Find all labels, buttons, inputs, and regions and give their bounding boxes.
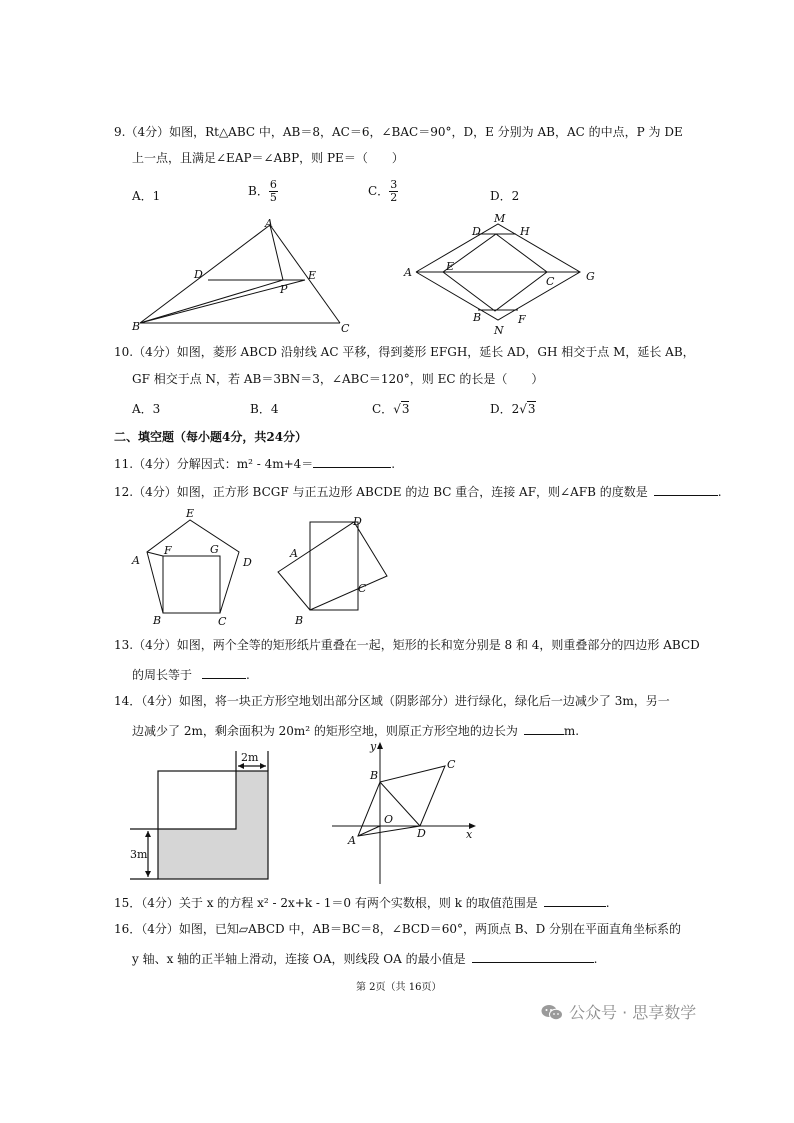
q14-line2: 边减少了 2m，剩余面积为 20m² 的矩形空地，则原正方形空地的边长为 m. <box>132 724 580 738</box>
figure-q13-rectangles <box>272 512 402 630</box>
label-B: B <box>153 614 162 627</box>
label-C: C <box>447 758 456 771</box>
figure-q14-square <box>128 745 278 883</box>
q10-option-d: D．2√3 <box>490 402 536 416</box>
q9-option-a: A．1 <box>132 189 161 203</box>
figure-q12-pentagon <box>126 505 266 627</box>
q16-line2: y 轴、x 轴的正半轴上滑动，连接 OA，则线段 OA 的最小值是 . <box>132 952 598 966</box>
figure-q16-coordinate <box>328 738 480 888</box>
label-B: B <box>473 311 482 324</box>
q11: 11.（4分）分解因式：m² - 4m+4＝ . <box>114 457 396 471</box>
label-B: B <box>295 614 304 627</box>
q9-option-d: D．2 <box>490 189 520 203</box>
label-F: F <box>518 313 526 326</box>
q13-line2: 的周长等于 . <box>132 668 250 682</box>
label-A: A <box>404 266 412 279</box>
section-title: 二、填空题（每小题4分，共24分） <box>114 430 308 444</box>
label-F: F <box>164 544 172 557</box>
label-y: y <box>370 740 377 753</box>
q12: 12.（4分）如图，正方形 BCGF 与正五边形 ABCDE 的边 BC 重合，连接 AF，则∠AFB 的度数是 . <box>114 485 722 499</box>
label-C: C <box>546 275 555 288</box>
label-D: D <box>243 556 252 569</box>
q9-option-c: C． $\frac{3}{2}$ <box>368 178 398 204</box>
label-B: B <box>370 769 379 782</box>
label-A: A <box>348 834 356 847</box>
watermark: 公众号 · 思享数学 <box>541 1000 696 1025</box>
wechat-icon <box>541 1003 563 1025</box>
label-P: P <box>280 283 288 296</box>
label-D: D <box>472 225 481 238</box>
label-G: G <box>210 543 219 556</box>
q9-line1: 9.（4分）如图，Rt△ABC 中，AB＝8，AC＝6，∠BAC＝90°，D，E 分别为 AB，AC 的中点，P 为 DE <box>114 125 683 139</box>
label-B: B <box>132 320 141 333</box>
q16-line1: 16．（4分）如图，已知▱ABCD 中，AB＝BC＝8，∠BCD＝60°，两顶点 B、D 分别在平面直角坐标系的 <box>114 922 682 936</box>
label-D: D <box>353 515 362 528</box>
page-footer: 第 2页（共 16页） <box>356 982 442 993</box>
label-A: A <box>132 554 140 567</box>
q13-line1: 13.（4分）如图，两个全等的矩形纸片重叠在一起，矩形的长和宽分别是 8 和 4，则重叠部分的四边形 ABCD <box>114 638 700 652</box>
label-x: x <box>466 828 473 841</box>
q9-option-b: B． $\frac{6}{5}$ <box>248 178 277 204</box>
label-E: E <box>446 260 455 273</box>
label-M: M <box>494 212 506 225</box>
q9-line2: 上一点，且满足∠EAP＝∠ABP，则 PE＝（ ） <box>132 151 404 165</box>
figure-q10-rhombus <box>398 210 608 338</box>
label-O: O <box>384 813 394 826</box>
label-N: N <box>494 324 504 337</box>
label-D: D <box>194 268 203 281</box>
label-A: A <box>290 547 298 560</box>
label-E: E <box>186 507 195 520</box>
label-D: D <box>417 827 426 840</box>
figure-q9-triangle <box>128 215 360 335</box>
q10-line2: GF 相交于点 N，若 AB＝3BN＝3，∠ABC＝120°，则 EC 的长是（ ） <box>132 372 544 386</box>
label-C: C <box>341 322 350 335</box>
q15: 15．（4分）关于 x 的方程 x² - 2x+k - 1＝0 有两个实数根，则 k 的取值范围是 . <box>114 896 610 910</box>
label-A: A <box>265 217 273 230</box>
q14-line1: 14．（4分）如图，将一块正方形空地划出部分区域（阴影部分）进行绿化，绿化后一边减少了 3m，另一 <box>114 694 670 708</box>
q10-option-c: C．√3 <box>372 402 410 416</box>
label-G: G <box>586 270 595 283</box>
label-H: H <box>520 225 530 238</box>
label-2m: 2m <box>241 751 259 764</box>
q10-option-b: B．4 <box>250 402 279 416</box>
label-3m: 3m <box>130 848 148 861</box>
q10-line1: 10.（4分）如图，菱形 ABCD 沿射线 AC 平移，得到菱形 EFGH，延长 AD，GH 相交于点 M，延长 AB， <box>114 345 695 359</box>
label-E: E <box>308 269 317 282</box>
label-C: C <box>358 582 367 595</box>
q10-option-a: A．3 <box>132 402 161 416</box>
label-C: C <box>218 615 227 627</box>
